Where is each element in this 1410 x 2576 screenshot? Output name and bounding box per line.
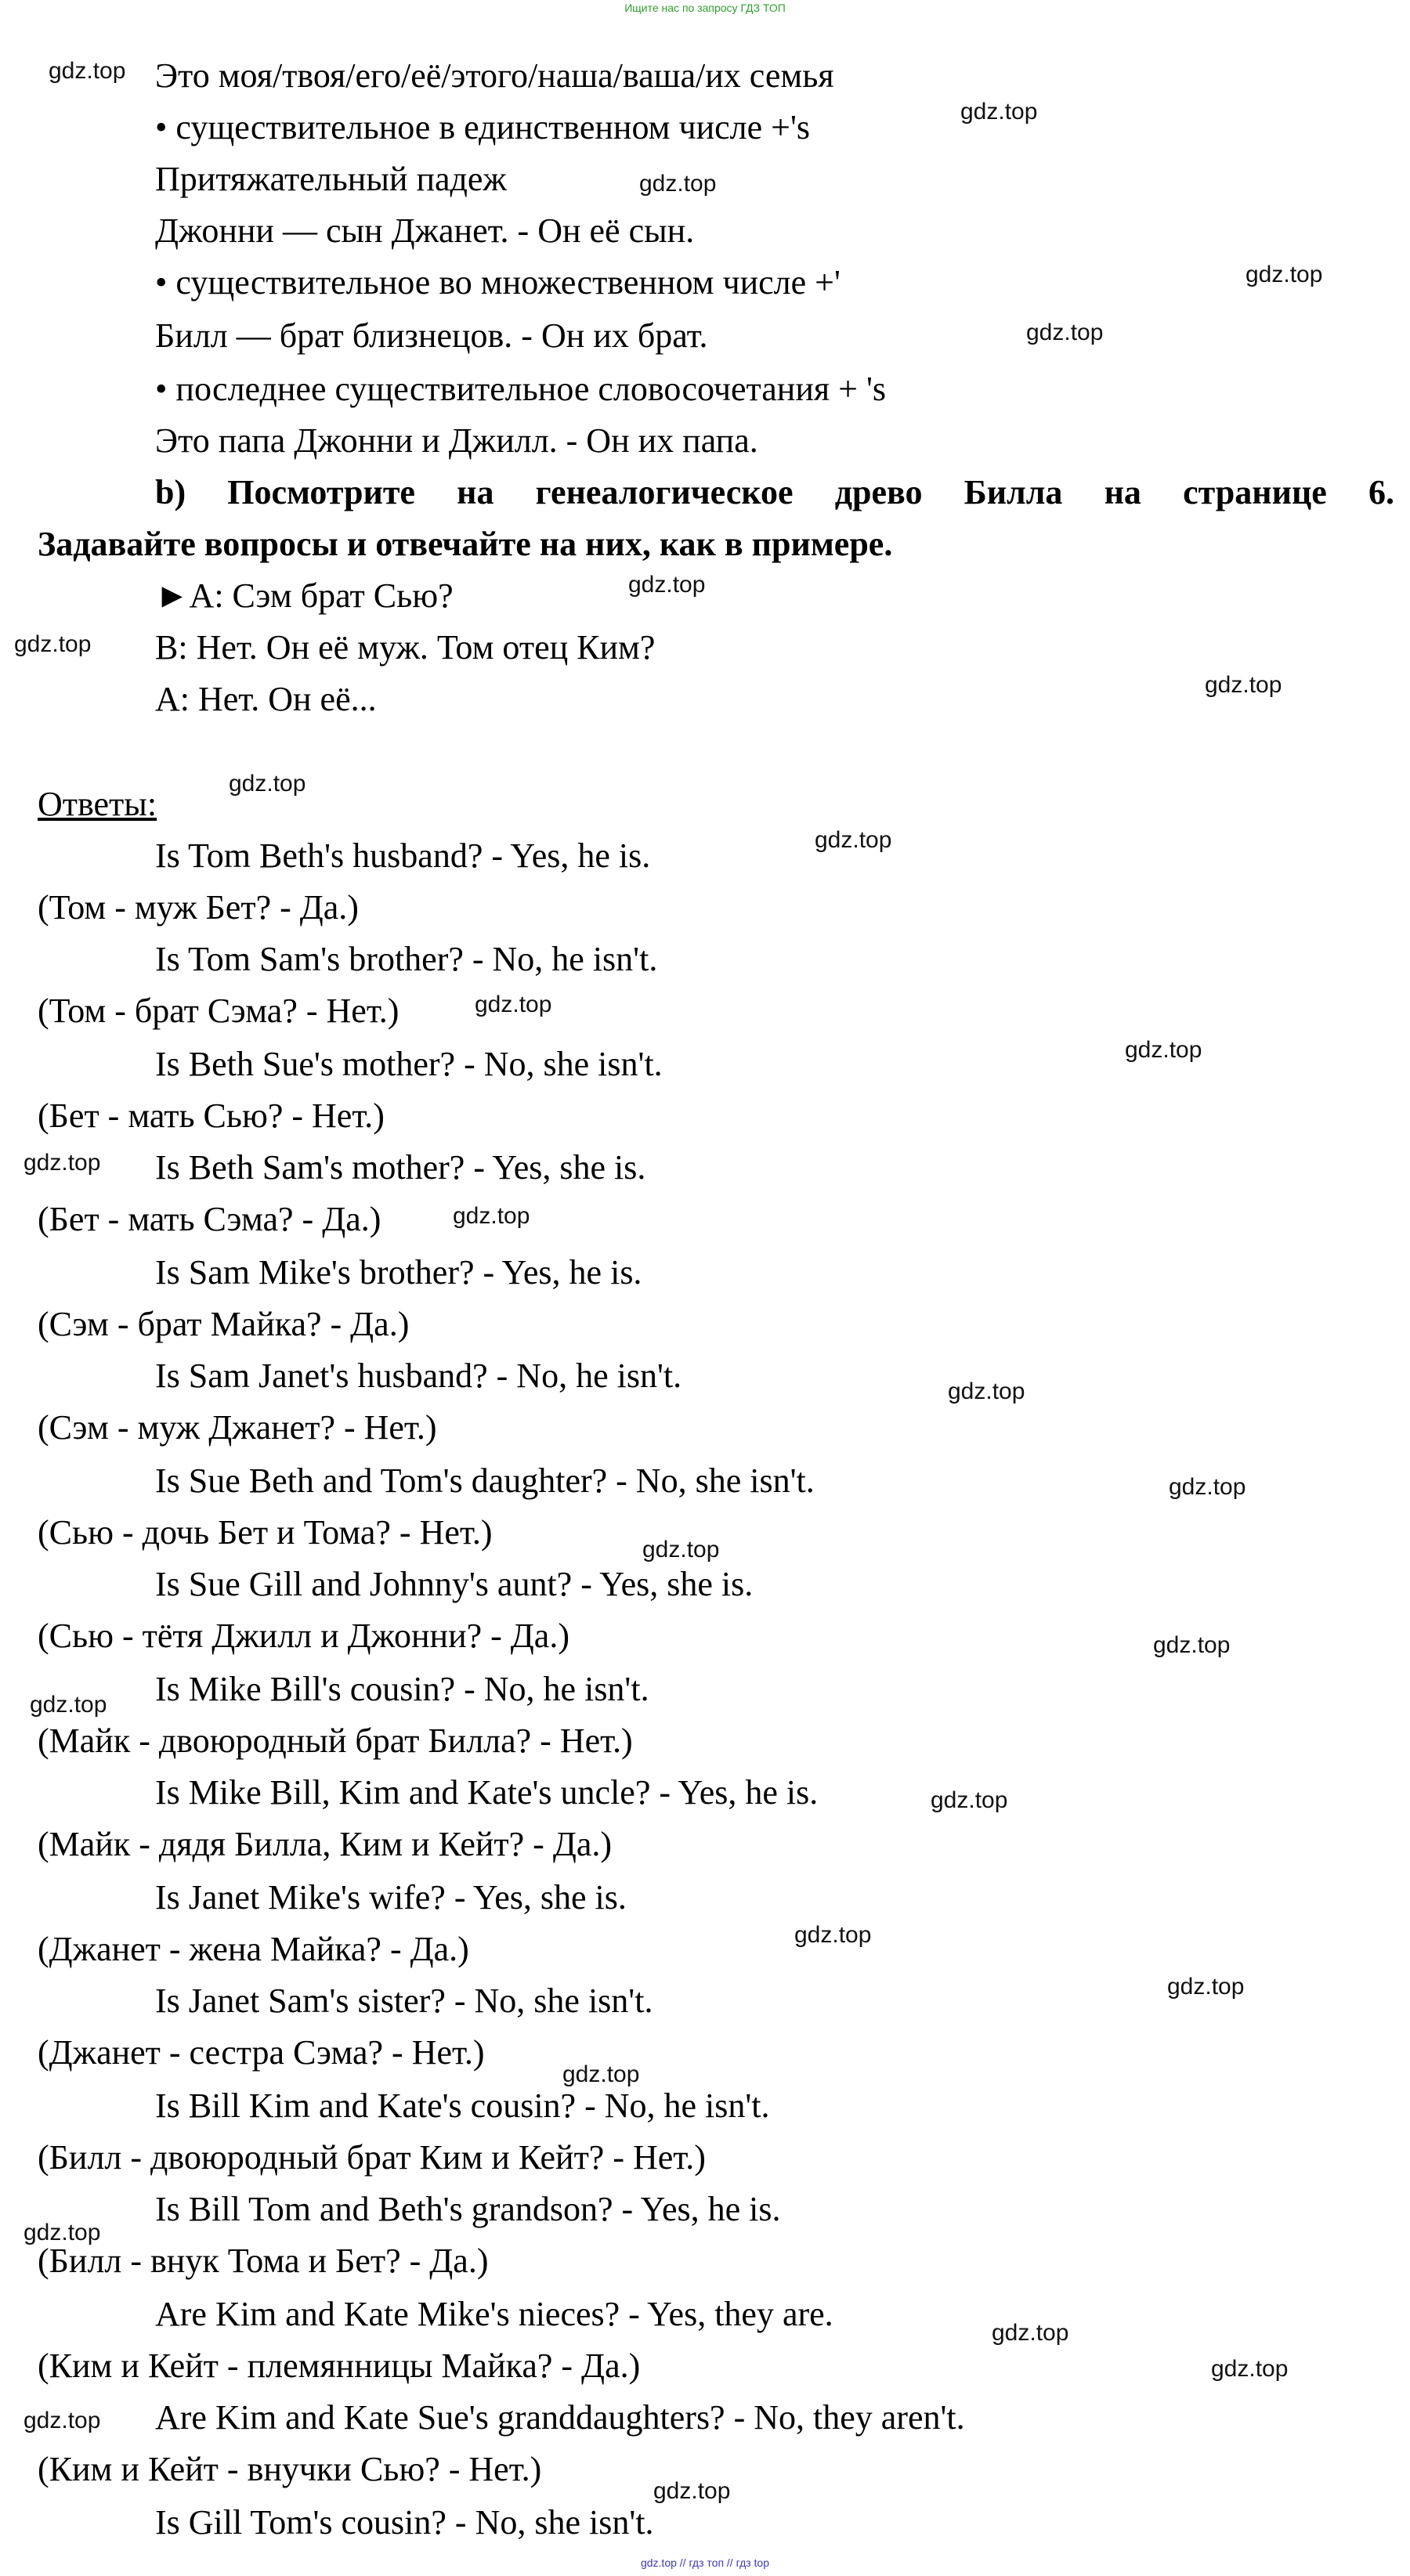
answer-translation: (Ким и Кейт - племянницы Майка? - Да.) — [38, 2347, 641, 2385]
header-line: Джонни — сын Джанет. - Он её сын. — [155, 211, 695, 250]
answer-question: Is Mike Bill's cousin? - No, he isn't. — [155, 1670, 649, 1708]
answers-title: Ответы: — [38, 785, 157, 823]
answer-question: Is Sam Mike's brother? - Yes, he is. — [155, 1253, 642, 1292]
header-line: • существительное в единственном числе +'s — [155, 108, 810, 146]
example-line: A: Нет. Он её... — [155, 680, 377, 718]
watermark: gdz.top — [653, 2478, 731, 2504]
watermark: gdz.top — [948, 1378, 1025, 1404]
answer-question: Is Sam Janet's husband? - No, he isn't. — [155, 1357, 682, 1395]
answer-question: Is Beth Sue's mother? - No, she isn't. — [155, 1045, 663, 1083]
watermark: gdz.top — [992, 2320, 1069, 2346]
watermark: gdz.top — [1211, 2356, 1289, 2382]
answer-translation: (Майк - дядя Билла, Ким и Кейт? - Да.) — [38, 1825, 613, 1863]
header-line: • последнее существительное словосочетания + 's — [155, 370, 887, 408]
task-heading: b) Посмотрите на генеалогическое древо Билла на странице 6. — [155, 473, 1394, 511]
answer-question: Is Gill Tom's cousin? - No, she isn't. — [155, 2503, 654, 2542]
answer-translation: (Сэм - муж Джанет? - Нет.) — [38, 1408, 437, 1447]
answer-translation: (Том - муж Бет? - Да.) — [38, 888, 359, 927]
top-banner: Ищите нас по запросу ГДЗ ТОП — [624, 2, 786, 14]
answer-question: Is Bill Kim and Kate's cousin? - No, he isn't. — [155, 2086, 770, 2125]
answer-question: Are Kim and Kate Mike's nieces? - Yes, they are. — [155, 2295, 833, 2333]
answer-translation: (Билл - внук Тома и Бет? - Да.) — [38, 2242, 489, 2280]
header-line: Это папа Джонни и Джилл. - Он их папа. — [155, 421, 758, 460]
header-line: • существительное во множественном числе +' — [155, 263, 841, 302]
watermark: gdz.top — [931, 1787, 1008, 1813]
answer-question: Is Janet Mike's wife? - Yes, she is. — [155, 1878, 627, 1917]
answer-translation: (Сэм - брат Майка? - Да.) — [38, 1305, 410, 1343]
answer-translation: (Бет - мать Сью? - Нет.) — [38, 1097, 385, 1135]
answer-question: Is Tom Sam's brother? - No, he isn't. — [155, 940, 658, 978]
answer-translation: (Ким и Кейт - внучки Сью? - Нет.) — [38, 2450, 542, 2488]
example-line: ►A: Сэм брат Сью? — [155, 576, 454, 615]
header-line: Билл — брат близнецов. - Он их брат. — [155, 316, 708, 355]
answer-question: Is Beth Sam's mother? - Yes, she is. — [155, 1148, 646, 1187]
watermark: gdz.top — [1246, 262, 1323, 287]
watermark: gdz.top — [815, 827, 892, 853]
answer-question: Are Kim and Kate Sue's granddaughters? - No, they aren't. — [155, 2398, 965, 2437]
watermark: gdz.top — [628, 572, 706, 598]
watermark: gdz.top — [14, 631, 92, 657]
header-line: Притяжательный падеж — [155, 160, 507, 198]
bottom-banner: gdz.top // гдз топ // гдз top — [640, 2556, 770, 2569]
answer-question: Is Sue Gill and Johnny's aunt? - Yes, she is. — [155, 1565, 754, 1603]
watermark: gdz.top — [1125, 1037, 1202, 1063]
watermark: gdz.top — [24, 1150, 101, 1176]
answer-translation: (Том - брат Сэма? - Нет.) — [38, 992, 400, 1030]
watermark: gdz.top — [24, 2408, 101, 2433]
answer-translation: (Бет - мать Сэма? - Да.) — [38, 1200, 381, 1238]
answer-translation: (Джанет - жена Майка? - Да.) — [38, 1930, 469, 1968]
answer-translation: (Майк - двоюродный брат Билла? - Нет.) — [38, 1722, 633, 1760]
task-heading-cont: Задавайте вопросы и отвечайте на них, как в примере. — [38, 525, 893, 563]
answer-question: Is Janet Sam's sister? - No, she isn't. — [155, 1982, 653, 2020]
watermark: gdz.top — [960, 99, 1038, 125]
watermark: gdz.top — [1169, 1474, 1246, 1500]
header-line: Это моя/твоя/его/её/этого/наша/ваша/их семья — [155, 56, 834, 95]
watermark: gdz.top — [229, 771, 306, 797]
watermark: gdz.top — [1167, 1974, 1245, 2000]
answer-translation: (Джанет - сестра Сэма? - Нет.) — [38, 2033, 485, 2072]
watermark: gdz.top — [562, 2061, 640, 2087]
answer-question: Is Tom Beth's husband? - Yes, he is. — [155, 836, 651, 875]
answer-translation: (Билл - двоюродный брат Ким и Кейт? - Нет.) — [38, 2138, 706, 2177]
answer-translation: (Сью - тётя Джилл и Джонни? - Да.) — [38, 1617, 569, 1655]
watermark: gdz.top — [1205, 672, 1282, 698]
answer-question: Is Mike Bill, Kim and Kate's uncle? - Yes, he is. — [155, 1773, 819, 1812]
watermark: gdz.top — [1026, 320, 1104, 345]
answer-question: Is Sue Beth and Tom's daughter? - No, she isn't. — [155, 1461, 815, 1500]
watermark: gdz.top — [49, 58, 126, 84]
watermark: gdz.top — [30, 1692, 107, 1718]
answer-translation: (Сью - дочь Бет и Тома? - Нет.) — [38, 1513, 493, 1552]
watermark: gdz.top — [475, 992, 552, 1017]
example-line: B: Нет. Он её муж. Том отец Ким? — [155, 628, 656, 667]
watermark: gdz.top — [642, 1537, 720, 1563]
watermark: gdz.top — [1153, 1632, 1231, 1658]
answer-question: Is Bill Tom and Beth's grandson? - Yes, he is. — [155, 2190, 781, 2228]
watermark: gdz.top — [794, 1922, 872, 1948]
watermark: gdz.top — [24, 2220, 101, 2245]
watermark: gdz.top — [639, 171, 717, 197]
watermark: gdz.top — [453, 1203, 530, 1229]
